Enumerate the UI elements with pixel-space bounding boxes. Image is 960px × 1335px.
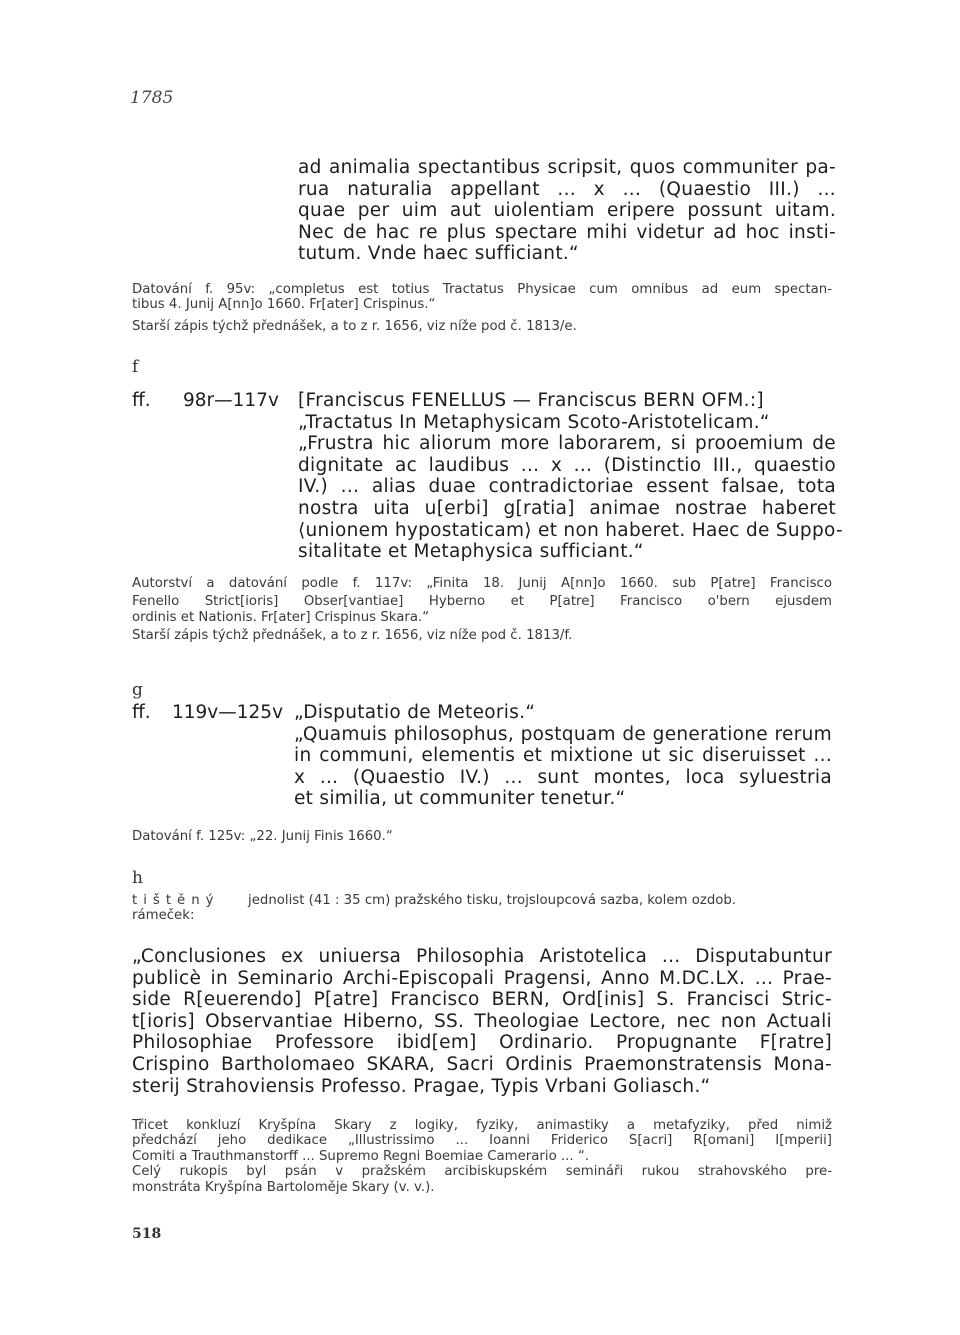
text-line: „Quamuis philosophus, postquam de generatione rerum — [294, 723, 832, 745]
section-f-notes — [132, 576, 832, 644]
folio-label-g: ff. — [132, 702, 151, 723]
text-line: quae per uim aut uiolentiam eripere possunt uitam. — [298, 200, 836, 222]
text-line: sterij Strahoviensis Professo. Pragae, Typis Vrbani Goliasch.“ — [132, 1075, 711, 1097]
note-line: Celý rukopis byl psán v pražském arcibiskupském semináři rukou strahovského pre- — [132, 1164, 832, 1180]
text-line: in communi, elementis et mixtione ut sic diseruisset ... — [294, 745, 832, 767]
text-line: „Conclusiones ex uniuersa Philosophia Aristotelica ... Disputabuntur — [132, 946, 832, 967]
text-line: Crispino Bartholomaeo SKARA, Sacri Ordinis Praemonstratensis Mona- — [132, 1053, 832, 1075]
note-line: monstráta Kryšpína Bartoloměje Skary (v. v.). — [132, 1179, 435, 1195]
section-e-text — [298, 157, 836, 265]
section-f-text — [298, 390, 843, 563]
section-h-notes — [132, 1118, 832, 1195]
print-description — [132, 893, 832, 924]
page-reference: 1785 — [130, 88, 174, 108]
text-line: „Disputatio de Meteoris.“ — [294, 702, 536, 723]
text-line: IV.) ... alias duae contradictoriae essent falsae, tota — [298, 476, 836, 498]
section-h-text — [132, 946, 832, 1097]
text-line: side R[euerendo] P[atre] Francisco BERN, Ord[inis] S. Francisci Stric- — [132, 989, 832, 1011]
text-line: tutum. Vnde haec sufficiant.“ — [298, 243, 579, 265]
text-line: t[ioris] Observantiae Hiberno, SS. Theologiae Lectore, nec non Actuali — [132, 1010, 832, 1032]
text-line: publicè in Seminario Archi-Episcopali Pragensi, Anno M.DC.LX. ... Prae- — [132, 967, 832, 989]
note-line: předchází jeho dedikace „Illustrissimo ... Ioanni Friderico S[acri] R[omani] I[mperii] — [132, 1133, 832, 1149]
text-line: ad animalia spectantibus scripsit, quos communiter pa- — [298, 157, 836, 178]
folio-range-g: 119v—125v — [172, 702, 284, 723]
note-line: rámeček: — [132, 908, 195, 924]
text-line: et similia, ut communiter tenetur.“ — [294, 788, 626, 810]
section-g-text — [294, 702, 832, 810]
note-line: Starší zápis týchž přednášek, a to z r. 1656, viz níže pod č. 1813/f. — [132, 628, 573, 644]
folio-range-f: 98r—117v — [183, 390, 279, 411]
note-line: Třicet konkluzí Kryšpína Skary z logiky, fyziky, animastiky a metafyziky, před nimiž — [132, 1118, 832, 1133]
section-letter-g: g — [132, 680, 143, 700]
note-line: Datování f. 95v: „completus est totius Tractatus Physicae cum omnibus ad eum spectan- — [132, 282, 832, 297]
note-line: ordinis et Nationis. Fr[ater] Crispinus Skara.“ — [132, 609, 430, 625]
text-line: x ... (Quaestio IV.) ... sunt montes, loca syluestria — [294, 766, 832, 788]
note-line: Comiti a Trauthmanstorff ... Supremo Regni Boemiae Camerario ... “. — [132, 1148, 589, 1164]
section-letter-f: f — [132, 357, 139, 377]
text-line: dignitate ac laudibus ... x ... (Distinctio III., quaestio — [298, 454, 836, 476]
section-e-notes — [132, 282, 832, 334]
note-line: Datování f. 125v: „22. Junij Finis 1660.“ — [132, 829, 393, 844]
note-line: jednolist (41 : 35 cm) pražského tisku, trojsloupcová sazba, kolem ozdob. — [248, 893, 737, 908]
text-line: nostra uita u[erbi] g[ratia] animae nostrae haberet — [298, 497, 836, 519]
text-line: rua naturalia appellant ... x ... (Quaestio III.) ... — [298, 178, 836, 200]
text-line: „Tractatus In Metaphysicam Scoto-Aristotelicam.“ — [298, 411, 770, 433]
note-line: tibus 4. Junij A[nn]o 1660. Fr[ater] Crispinus.“ — [132, 297, 436, 313]
text-line: „Frustra hic aliorum more laborarem, si prooemium de — [298, 433, 836, 455]
text-line: Philosophiae Professore ibid[em] Ordinario. Propugnante F[ratre] — [132, 1032, 832, 1054]
print-label: tištěný — [132, 893, 220, 908]
note-line: Starší zápis týchž přednášek, a to z r. 1656, viz níže pod č. 1813/e. — [132, 318, 577, 334]
folio-label-f: ff. — [132, 390, 151, 411]
text-line: sitalitate et Metaphysica sufficiant.“ — [298, 541, 644, 563]
text-line: ⟨unionem hypostaticam⟩ et non haberet. Haec de Suppo- — [298, 519, 843, 541]
note-line: Fenello Strict[ioris] Obser[vantiae] Hyberno et P[atre] Francisco o'bern ejusdem — [132, 594, 832, 610]
section-g-notes — [132, 829, 832, 844]
note-line: Autorství a datování podle f. 117v: „Finita 18. Junij A[nn]o 1660. sub P[atre] Francisco — [132, 576, 832, 591]
text-line: [Franciscus FENELLUS — Franciscus BERN OFM.:] — [298, 390, 764, 411]
text-line: Nec de hac re plus spectare mihi videtur ad hoc insti- — [298, 221, 836, 243]
section-letter-h: h — [132, 868, 143, 888]
page-number: 518 — [132, 1226, 162, 1242]
